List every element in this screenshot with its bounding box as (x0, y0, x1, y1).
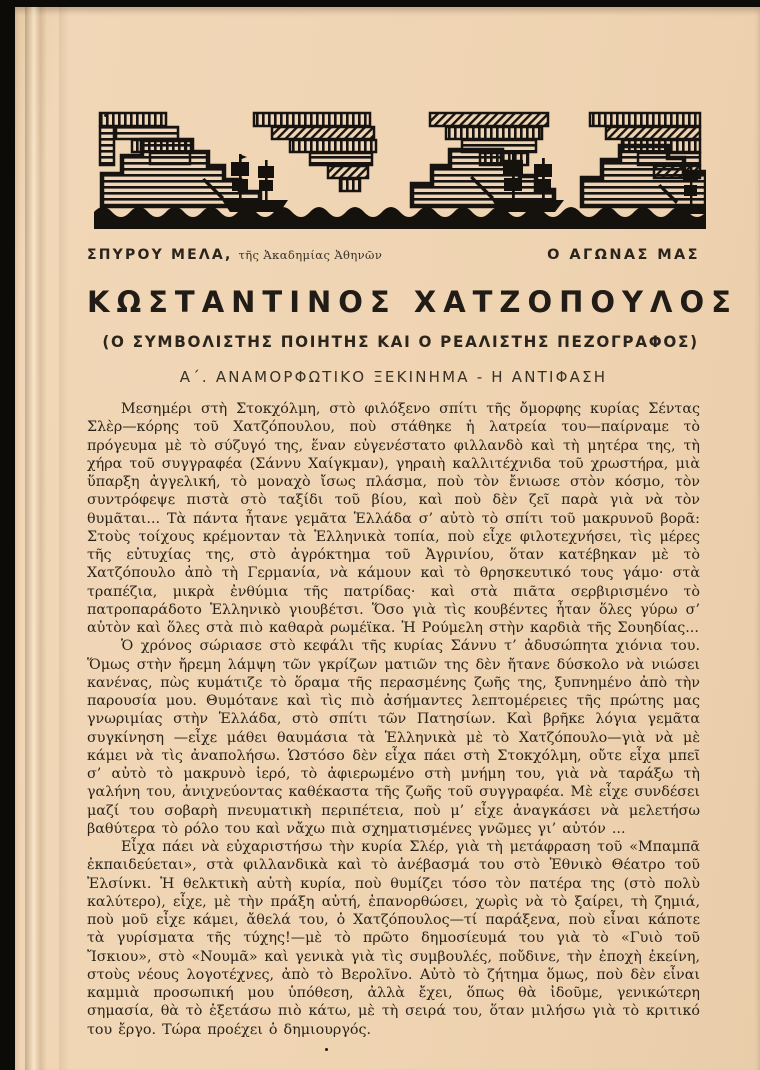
paragraph-1: Μεσημέρι στὴ Στοκχόλμη, στὸ φιλόξενο σπίτι τῆς ὄμορφης κυρίας Σέντας Σλὲρ—κόρης τοῦ Χατζόπουλου, ποὺ στάθηκε ἡ λατρεία του—παίρναμε τὸ πρόγευμα μὲ τὸ σύζυγό της, ἕναν εὐγενέστατο φιλλανδὸ καὶ τὴ μητέρα της, τὴ χήρα τοῦ συγγραφέα (Σάννυ Χαίγκμαν), γηραιὴ καλλιτέχνιδα τοῦ χρωστήρα, μιὰ ὕπαρξη ἀγγελική, τὸ μοναχὸ ἴσως πλάσμα, ποὺ τὸν ἔνιωσε στὸν κόσμο, τὸν συντρόφεψε πιστὰ στὸ ταξίδι τοῦ βίου, καὶ ποὺ δὲν ζεῖ παρὰ γιὰ νὰ τὸν θυμᾶται... Τὰ πάντα ἦτανε γεμᾶτα Ἑλλάδα σ’ αὐτὸ τὸ σπίτι τοῦ μακρυνοῦ βορᾶ: Στοὺς τοίχους κρέμονταν τὰ Ἑλληνικὰ τοπία, ποὺ εἶχε φιλοτεχνήσει, τὶς μέρες τῆς εὐτυχίας της, στὸ ἀγρόκτημα τοῦ Ἀγρινίου, ὅταν κατέβηκαν μὲ τὸ Χατζόπουλο ἀπὸ τὴ Γερμανία, νὰ κάμουν καὶ τὸ θρησκευτικό τους γάμο· στὰ τραπέζια, μικρὰ ἐνθύμια τῆς πατρίδας· καὶ στὰ πιᾶτα σερβιρισμένο τὸ πατροπαράδοτο Ἑλληνικὸ γιουβέτσι. Ὅσο γιὰ τὶς κουβέντες ἦταν ὅλες γύρω σ’ αὐτὸν καὶ ὅλες στὰ πιὸ καθαρὰ ρωμέϊκα. Ἡ Ρούμελη στὴν καρδιὰ τῆς Σουηδίας... (87, 401, 700, 636)
article-body (87, 400, 700, 1039)
author-name: ΣΠΥΡΟΥ ΜΕΛΑ, (87, 247, 233, 263)
masthead-left (87, 244, 382, 263)
book-page (15, 7, 760, 1070)
ink-speck (325, 1048, 328, 1051)
woodcut-step-hills (102, 140, 706, 206)
woodcut-water (94, 207, 706, 229)
article-subtitle: (Ο ΣΥΜΒΟΛΙΣΤΗΣ ΠΟΙΗΤΗΣ ΚΑΙ Ο ΡΕΑΛΙΣΤΗΣ ΠΕΖΟΓΡΑΦΟΣ) (102, 332, 699, 351)
ink-speck (104, 114, 108, 117)
author-affiliation: τῆς Ἀκαδημίας Ἀθηνῶν (238, 248, 383, 262)
paragraph-2: Ὁ χρόνος σώριασε στὸ κεφάλι τῆς κυρίας Σάννυ τ’ ἀδυσώπητα χιόνια του. Ὅμως στὴν ἤρεμη λάμψη τῶν γκρίζων ματιῶν της δὲν ἤτανε δύσκολο νὰ νιώσει κανένας, πὼς κυμάτιζε τὸ ὅραμα τῆς περασμένης ζωῆς της, ξυπνημένο ἀπὸ τὴν παρουσία μου. Θυμότανε καὶ τὶς πιὸ ἀσήμαντες λεπτομέρειες τῆς πρώτης μας γνωριμίας στὴν Ἑλλάδα, στὸ σπίτι τῶν Πατησίων. Καὶ βρῆκε λόγια γεμᾶτα συγκίνηση —εἶχε μάθει θαυμάσια τὰ Ἑλληνικὰ μὲ τὸ Χατζόπουλο—γιὰ νὰ μὲ κάμει νὰ τὶς ἀναπολήσω. Ὡστόσο δὲν εἶχα πάει στὴ Στοκχόλμη, οὔτε εἶχα μπεῖ σ’ αὐτὸ τὸ μακρυνὸ ἱερό, τὸ ἀφιερωμένο στὴ μνήμη του, γιὰ νὰ ταράξω τὴ γαλήνη του, ἀνιχνεύοντας καθέκαστα τῆς ζωῆς τοῦ συγγραφέα. Μὲ εἶχε συνδέσει μαζί του σοβαρὴ πνευματικὴ περιπέτεια, ποὺ μ’ εἶχε ἀναγκάσει νὰ μελετήσω βαθύτερα τὸ ρόλο του καὶ νἄχω πιὰ σχηματισμένες γνῶμες γι’ αὐτόν ... (87, 638, 700, 837)
section-heading: Α΄. ΑΝΑΜΟΡΦΩΤΙΚΟ ΞΕΚΙΝΗΜΑ - Η ΑΝΤΙΦΑΣΗ (179, 368, 608, 386)
article-title: ΚΩΣΤΑΝΤΙΝΟΣ ΧΑΤΖΟΠΟΥΛΟΣ (87, 285, 738, 319)
paragraph-3: Εἶχα πάει νὰ εὐχαριστήσω τὴν κυρία Σλέρ, γιὰ τὴ μετάφραση τοῦ «Μπαμπᾶ ἐκπαιδεύεται», στὰ φιλλανδικὰ καὶ τὸ ἀνέβασμά του στὸ Ἐθνικὸ Θέατρο τοῦ Ἐλσίνκι. Ἡ θελκτικὴ αὐτὴ κυρία, ποὺ θυμίζει τόσο τὸν πατέρα της (στὸ πολὺ καλύτερο), εἶχε, μὲ τὴν πράξη αὐτή, ἐπανορθώσει, χωρὶς νὰ τὸ ξαίρει, τὴ ζημιά, ποὺ μοῦ εἶχε κάμει, ἄθελά του, ὁ Χατζόπουλος—τί παράξενα, ποὺ εἶναι κάποτε τὰ γυρίσματα τῆς τύχης!—μὲ τὸ πρῶτο δημοσίευμά του γιὰ τὸ «Γυιὸ τοῦ Ἴσκιου», στὸ «Νουμᾶ» καὶ γενικὰ γιὰ τὶς συμβουλές, ποὔδινε, τὴν ἐποχὴ ἐκείνη, στοὺς νέους λογοτέχνες, ἀπὸ τὸ Βερολῖνο. Αὐτὸ τὸ ζήτημα ὅμως, ποὺ δὲν εἶναι καμμιὰ προσωπική μου ὑπόθεση, ἀλλὰ ἔχει, ὅπως θὰ ἰδοῦμε, γενικώτερη σημασία, θὰ τὸ ἐξετάσω πιὸ κάτω, μὲ τὴ σειρά του, ὅταν μιλήσω γιὰ τὸ κριτικό του ἔργο. Τώρα προέχει ὁ δημιουργός. (87, 839, 700, 1038)
series-title: Ο ΑΓΩΝΑΣ ΜΑΣ (547, 247, 700, 263)
woodcut-ornament-band (94, 108, 706, 233)
masthead (87, 244, 700, 263)
page-content (15, 7, 760, 1070)
